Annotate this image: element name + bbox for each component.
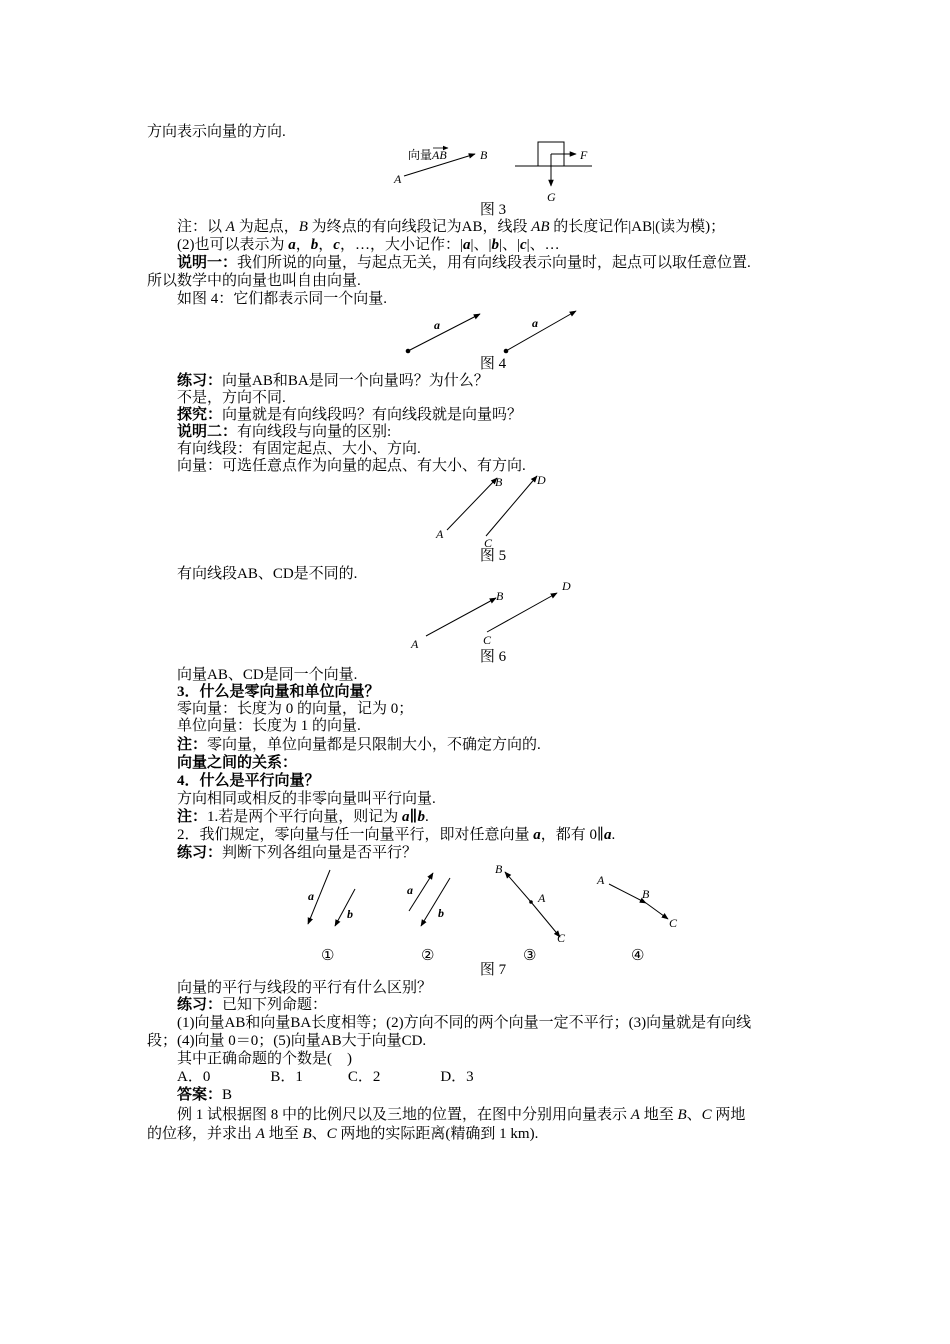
fig4-start-dot-1	[406, 349, 411, 354]
fig7-g3-point-a: A	[538, 891, 546, 905]
fig6-point-b: B	[496, 589, 504, 603]
fig3-point-b: B	[480, 148, 488, 162]
figure-6	[405, 576, 585, 651]
fig7-g3-point-c: C	[557, 931, 566, 945]
text-line: A．0 B．1 C．2 D．3	[177, 1069, 474, 1085]
fig7-g3-point-a-dot	[529, 900, 533, 904]
text-line: 注：以 A 为起点，B 为终点的有向线段记为AB，线段 AB 的长度记作|AB|(读为模)；	[177, 219, 726, 235]
fig4-start-dot-2	[504, 349, 509, 354]
fig7-label-3: ③	[523, 948, 537, 964]
fig5-vector-cd	[486, 476, 537, 536]
figure-3-caption: 图 3	[479, 202, 507, 218]
text-line: 向量：可选任意点作为向量的起点、有大小、有方向.	[177, 458, 526, 474]
fig7-g4-point-b: B	[642, 887, 650, 901]
fig6-vector-ab	[426, 598, 496, 636]
text-line: 3．什么是零向量和单位向量？	[177, 684, 380, 700]
fig7-g4-vector-ab	[609, 884, 646, 903]
text-line: 的位移，并求出 A 地至 B、C 两地的实际距离(精确到 1 km).	[147, 1126, 539, 1142]
fig4-label-a1: a	[434, 318, 440, 332]
fig3-point-a: A	[394, 172, 402, 186]
fig5-vector-ab	[447, 478, 497, 530]
fig7-g1-label-a: a	[308, 889, 314, 903]
text-line: 注：1.若是两个平行向量，则记为 a∥b.	[177, 809, 429, 825]
text-line: 向量之间的关系：	[177, 755, 298, 771]
text-line: 练习：已知下列命题：	[177, 997, 328, 1013]
fig5-point-b: B	[495, 475, 503, 489]
text-line: 不是，方向不同.	[177, 390, 286, 406]
fig7-label-4: ④	[631, 948, 645, 964]
text-line: 如图 4：它们都表示同一个向量.	[177, 291, 388, 307]
fig7-g3-vector-ba	[505, 872, 531, 902]
fig5-point-d: D	[537, 473, 546, 487]
fig5-point-c: C	[484, 536, 493, 550]
text-line: 所以数学中的向量也叫自由向量.	[147, 273, 361, 289]
fig7-label-1: ①	[321, 948, 335, 964]
fig7-label-2: ②	[421, 948, 435, 964]
text-line: (1)向量AB和向量BA长度相等；(2)方向不同的两个向量一定不平行；(3)向量就是有向线	[177, 1015, 752, 1031]
fig7-g4-vector-bc	[646, 903, 668, 919]
figure-6-caption: 图 6	[479, 649, 507, 665]
fig4-vector-2	[506, 311, 576, 351]
text-line: 说明二：有向线段与向量的区别:	[177, 424, 392, 440]
text-line: 单位向量：长度为 1 的向量.	[177, 718, 361, 734]
fig4-label-a2: a	[532, 316, 538, 330]
fig7-g3-vector-ac	[531, 902, 560, 937]
text-line: 方向相同或相反的非零向量叫平行向量.	[177, 791, 436, 807]
text-line: 注：零向量，单位向量都是只限制大小，不确定方向的.	[177, 737, 541, 753]
text-line: 2．我们规定，零向量与任一向量平行，即对任意向量 a，都有 0∥a.	[177, 827, 616, 843]
fig3-force-g-label: G	[547, 190, 556, 204]
text-line: 有向线段：有固定起点、大小、方向.	[177, 441, 421, 457]
text-line: 答案：B	[177, 1087, 233, 1103]
text-line: 探究：向量就是有向线段吗？有向线段就是向量吗？	[177, 407, 523, 423]
fig7-g2-label-b: b	[438, 906, 444, 920]
fig6-point-d: D	[562, 579, 571, 593]
fig3-force-f-label: F	[580, 148, 588, 162]
fig5-point-a: A	[436, 527, 444, 541]
text-line: 有向线段AB、CD是不同的.	[177, 566, 358, 582]
figure-7	[295, 858, 695, 968]
fig4-vector-1	[408, 314, 480, 351]
text-line: 段；(4)向量 0＝0；(5)向量AB大于向量CD.	[147, 1033, 427, 1049]
fig6-point-a: A	[411, 637, 419, 651]
text-line: (2)也可以表示为 a，b，c，…，大小记作：|a|、|b|、|c|、…	[177, 237, 560, 253]
fig6-point-c: C	[483, 633, 492, 647]
text-line: 向量AB、CD是同一个向量.	[177, 667, 358, 683]
text-line: 练习：向量AB和BA是同一个向量吗？为什么？	[177, 373, 489, 389]
figure-5-caption: 图 5	[479, 548, 507, 564]
fig3-ab-label: AB	[432, 148, 447, 162]
text-line: 说明一：我们所说的向量，与起点无关，用有向线段表示向量时，起点可以取任意位置.	[177, 255, 751, 271]
fig7-g2-label-a: a	[407, 883, 413, 897]
fig3-vector-label: 向量	[408, 148, 433, 162]
figure-5	[430, 470, 560, 550]
fig7-g1-label-b: b	[347, 907, 353, 921]
fig7-g4-point-a: A	[597, 873, 605, 887]
fig7-g4-point-c: C	[669, 916, 678, 930]
text-line: 零向量：长度为 0 的向量，记为 0；	[177, 701, 414, 717]
figure-4-caption: 图 4	[479, 356, 507, 372]
text-line: 4．什么是平行向量？	[177, 773, 320, 789]
text-line: 向量的平行与线段的平行有什么区别？	[177, 980, 433, 996]
text-line: 练习：判断下列各组向量是否平行？	[177, 845, 418, 861]
fig7-g3-point-b: B	[495, 862, 503, 876]
text-line: 例 1 试根据图 8 中的比例尺以及三地的位置，在图中分别用向量表示 A 地至 B、C 两地	[177, 1107, 746, 1123]
text-line: 方向表示向量的方向.	[147, 124, 286, 140]
figure-3	[390, 140, 600, 210]
text-line: 其中正确命题的个数是( )	[177, 1051, 352, 1067]
figure-4	[400, 305, 590, 355]
figure-7-caption: 图 7	[479, 962, 507, 978]
